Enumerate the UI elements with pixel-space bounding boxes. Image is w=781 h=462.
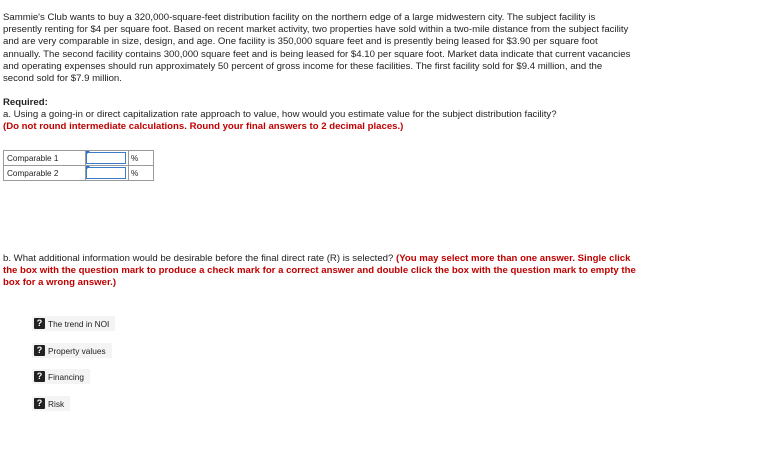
- question-b: [3, 253, 643, 290]
- comparable-2-cell: [86, 166, 129, 181]
- question-a-text: a. Using a going-in or direct capitalization rate approach to value, how would you estimate value for the subject distribution facility?: [3, 109, 557, 120]
- input-marker-icon: [86, 151, 90, 155]
- comparable-2-label: Comparable 2: [4, 166, 86, 181]
- option-risk[interactable]: [32, 396, 70, 411]
- problem-statement: Sammie's Club wants to buy a 320,000-square-feet distribution facility on the northern edge of a large midwestern city. The subject facility is presently renting for $4 per square foot. Based on recent market activity, two properties have sold within a two-mile distance from the subject facility and are very comparable in size, design, and age. One facility is 350,000 square feet and is presently being leased for $3.90 per square foot annually. The second facility contains 300,000 square feet and is being leased for $4.10 per square foot. Market data indicate that current vacancies and operating expenses should run approximately 50 percent of gross income for these facilities. The first facility sold for $9.4 million, and the second sold for $7.9 million.: [3, 12, 631, 85]
- question-b-text: b. What additional information would be desirable before the final direct rate (R) is selected?: [3, 253, 394, 264]
- question-b-instruction: (You may select more than one answer. Single click the box with the question mark to produce a check mark for a correct answer and double click the box with the question mark to empty the box for a wrong answer.): [3, 253, 636, 289]
- question-mark-icon[interactable]: ?: [34, 345, 45, 356]
- comparables-table: [3, 150, 154, 181]
- question-mark-icon[interactable]: ?: [34, 318, 45, 329]
- comparable-1-unit: %: [129, 151, 154, 166]
- option-property-values[interactable]: [32, 343, 112, 358]
- question-mark-icon[interactable]: ?: [34, 398, 45, 409]
- option-label: Property values: [48, 345, 106, 356]
- comparable-2-rate-input[interactable]: [86, 167, 126, 179]
- comparable-1-cell: [86, 151, 129, 166]
- required-heading: Required:: [3, 97, 48, 108]
- comparable-1-label: Comparable 1: [4, 151, 86, 166]
- option-label: The trend in NOI: [48, 318, 110, 329]
- question-mark-icon[interactable]: ?: [34, 371, 45, 382]
- question-a-instruction: (Do not round intermediate calculations. Round your final answers to 2 decimal places.): [3, 121, 404, 132]
- option-financing[interactable]: [32, 369, 90, 384]
- option-label: Risk: [48, 398, 65, 409]
- table-row: [4, 166, 154, 181]
- option-label: Financing: [48, 371, 84, 382]
- question-a: [3, 109, 643, 133]
- comparable-2-unit: %: [129, 166, 154, 181]
- option-trend-in-noi[interactable]: [32, 316, 115, 331]
- comparable-1-rate-input[interactable]: [86, 152, 126, 164]
- table-row: [4, 151, 154, 166]
- input-marker-icon: [86, 166, 90, 170]
